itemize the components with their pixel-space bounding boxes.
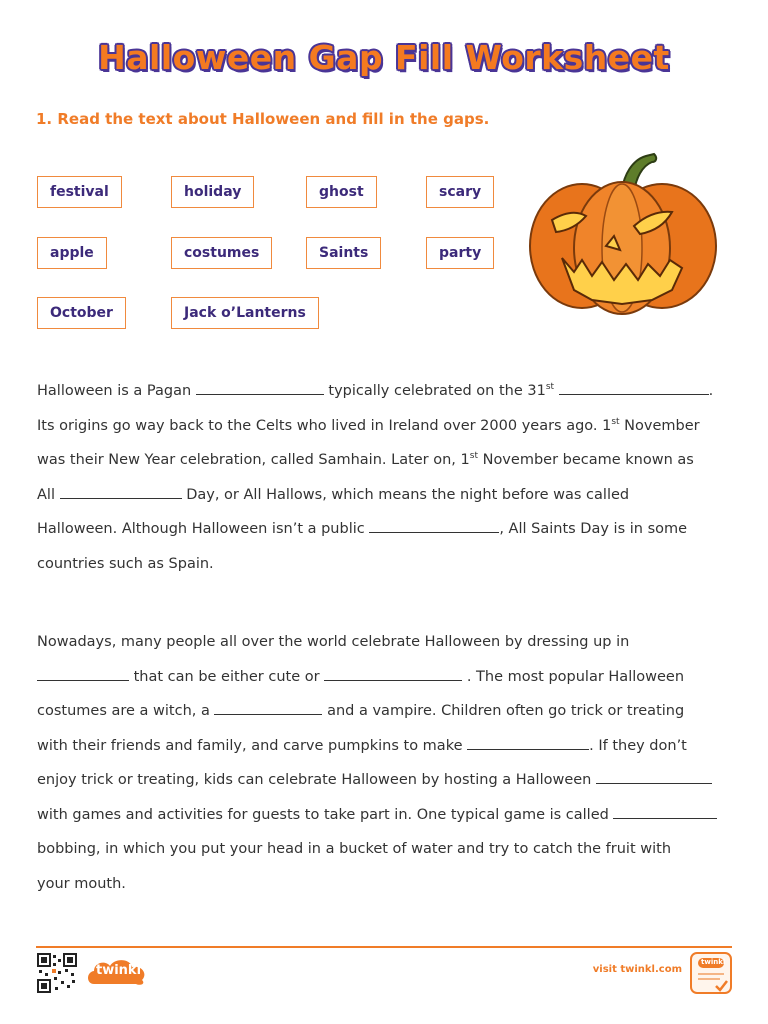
footer-divider <box>36 946 732 948</box>
word-jack-o-lanterns: Jack o’Lanterns <box>171 297 319 329</box>
word-saints: Saints <box>306 237 381 269</box>
text-segment: with games and activities for guests to take part in. One typical game is called <box>37 806 609 823</box>
text-segment: , All Saints Day is in some <box>499 521 688 537</box>
superscript: st <box>611 416 620 427</box>
twinkl-logo-text: twinkl <box>96 963 142 978</box>
gap-blank <box>369 518 499 533</box>
paragraph-1 <box>37 374 737 581</box>
text-segment: was their New Year celebration, called Samhain. Later on, 1 <box>37 452 470 468</box>
text-segment: typically celebrated on the 31 <box>328 383 546 399</box>
gap-blank <box>559 380 709 395</box>
word-october: October <box>37 297 126 329</box>
superscript: st <box>545 382 555 393</box>
gap-blank <box>37 666 129 681</box>
visit-twinkl-link[interactable]: visit twinkl.com <box>592 964 682 975</box>
paragraph-2 <box>37 625 737 901</box>
gap-blank <box>214 700 322 715</box>
text-segment: Day, or All Hallows, which means the night before was called <box>186 486 630 503</box>
jack-o-lantern-illustration <box>522 150 722 320</box>
text-segment: . The most popular Halloween <box>466 668 685 685</box>
text-segment: November became known as <box>477 452 694 468</box>
gap-blank <box>60 484 182 499</box>
worksheet-title: Halloween Gap Fill Worksheet <box>98 38 670 77</box>
text-segment: November <box>619 417 700 434</box>
text-segment: Nowadays, many people all over the world celebrate Halloween by dressing up in <box>37 634 630 650</box>
text-segment: . <box>708 383 714 399</box>
text-segment: enjoy trick or treating, kids can celebrate Halloween by hosting a Halloween <box>37 772 592 788</box>
instruction-text: 1. Read the text about Halloween and fill in the gaps. <box>36 110 490 128</box>
gap-blank <box>613 804 717 819</box>
twinkl-logo[interactable] <box>84 954 152 988</box>
word-ghost: ghost <box>306 176 377 208</box>
text-segment: Halloween is a Pagan <box>37 383 192 399</box>
text-segment: with their friends and family, and carve pumpkins to make <box>37 737 463 754</box>
text-segment: countries such as Spain. <box>37 555 214 572</box>
text-segment: that can be either cute or <box>133 668 320 685</box>
text-segment: bobbing, in which you put your head in a bucket of water and try to catch the fruit with <box>37 841 672 857</box>
word-party: party <box>426 237 494 269</box>
badge-brand-text: twinkl <box>701 958 726 966</box>
text-segment: and a vampire. Children often go trick or treating <box>327 703 685 719</box>
qr-code-icon[interactable] <box>37 953 77 993</box>
superscript: st <box>469 451 478 462</box>
quality-standard-badge <box>690 952 732 994</box>
gap-blank <box>324 666 462 681</box>
gap-blank <box>196 380 324 395</box>
word-apple: apple <box>37 237 107 269</box>
word-festival: festival <box>37 176 122 208</box>
word-holiday: holiday <box>171 176 254 208</box>
text-segment: costumes are a witch, a <box>37 703 210 719</box>
text-segment: your mouth. <box>37 875 126 892</box>
gap-blank <box>467 735 589 750</box>
text-segment: All <box>37 486 55 503</box>
word-costumes: costumes <box>171 237 272 269</box>
word-scary: scary <box>426 176 494 208</box>
gap-blank <box>596 769 712 784</box>
text-segment: . If they don’t <box>589 737 687 754</box>
text-segment: Its origins go way back to the Celts who lived in Ireland over 2000 years ago. 1 <box>37 417 612 434</box>
text-segment: Halloween. Although Halloween isn’t a public <box>37 521 365 537</box>
